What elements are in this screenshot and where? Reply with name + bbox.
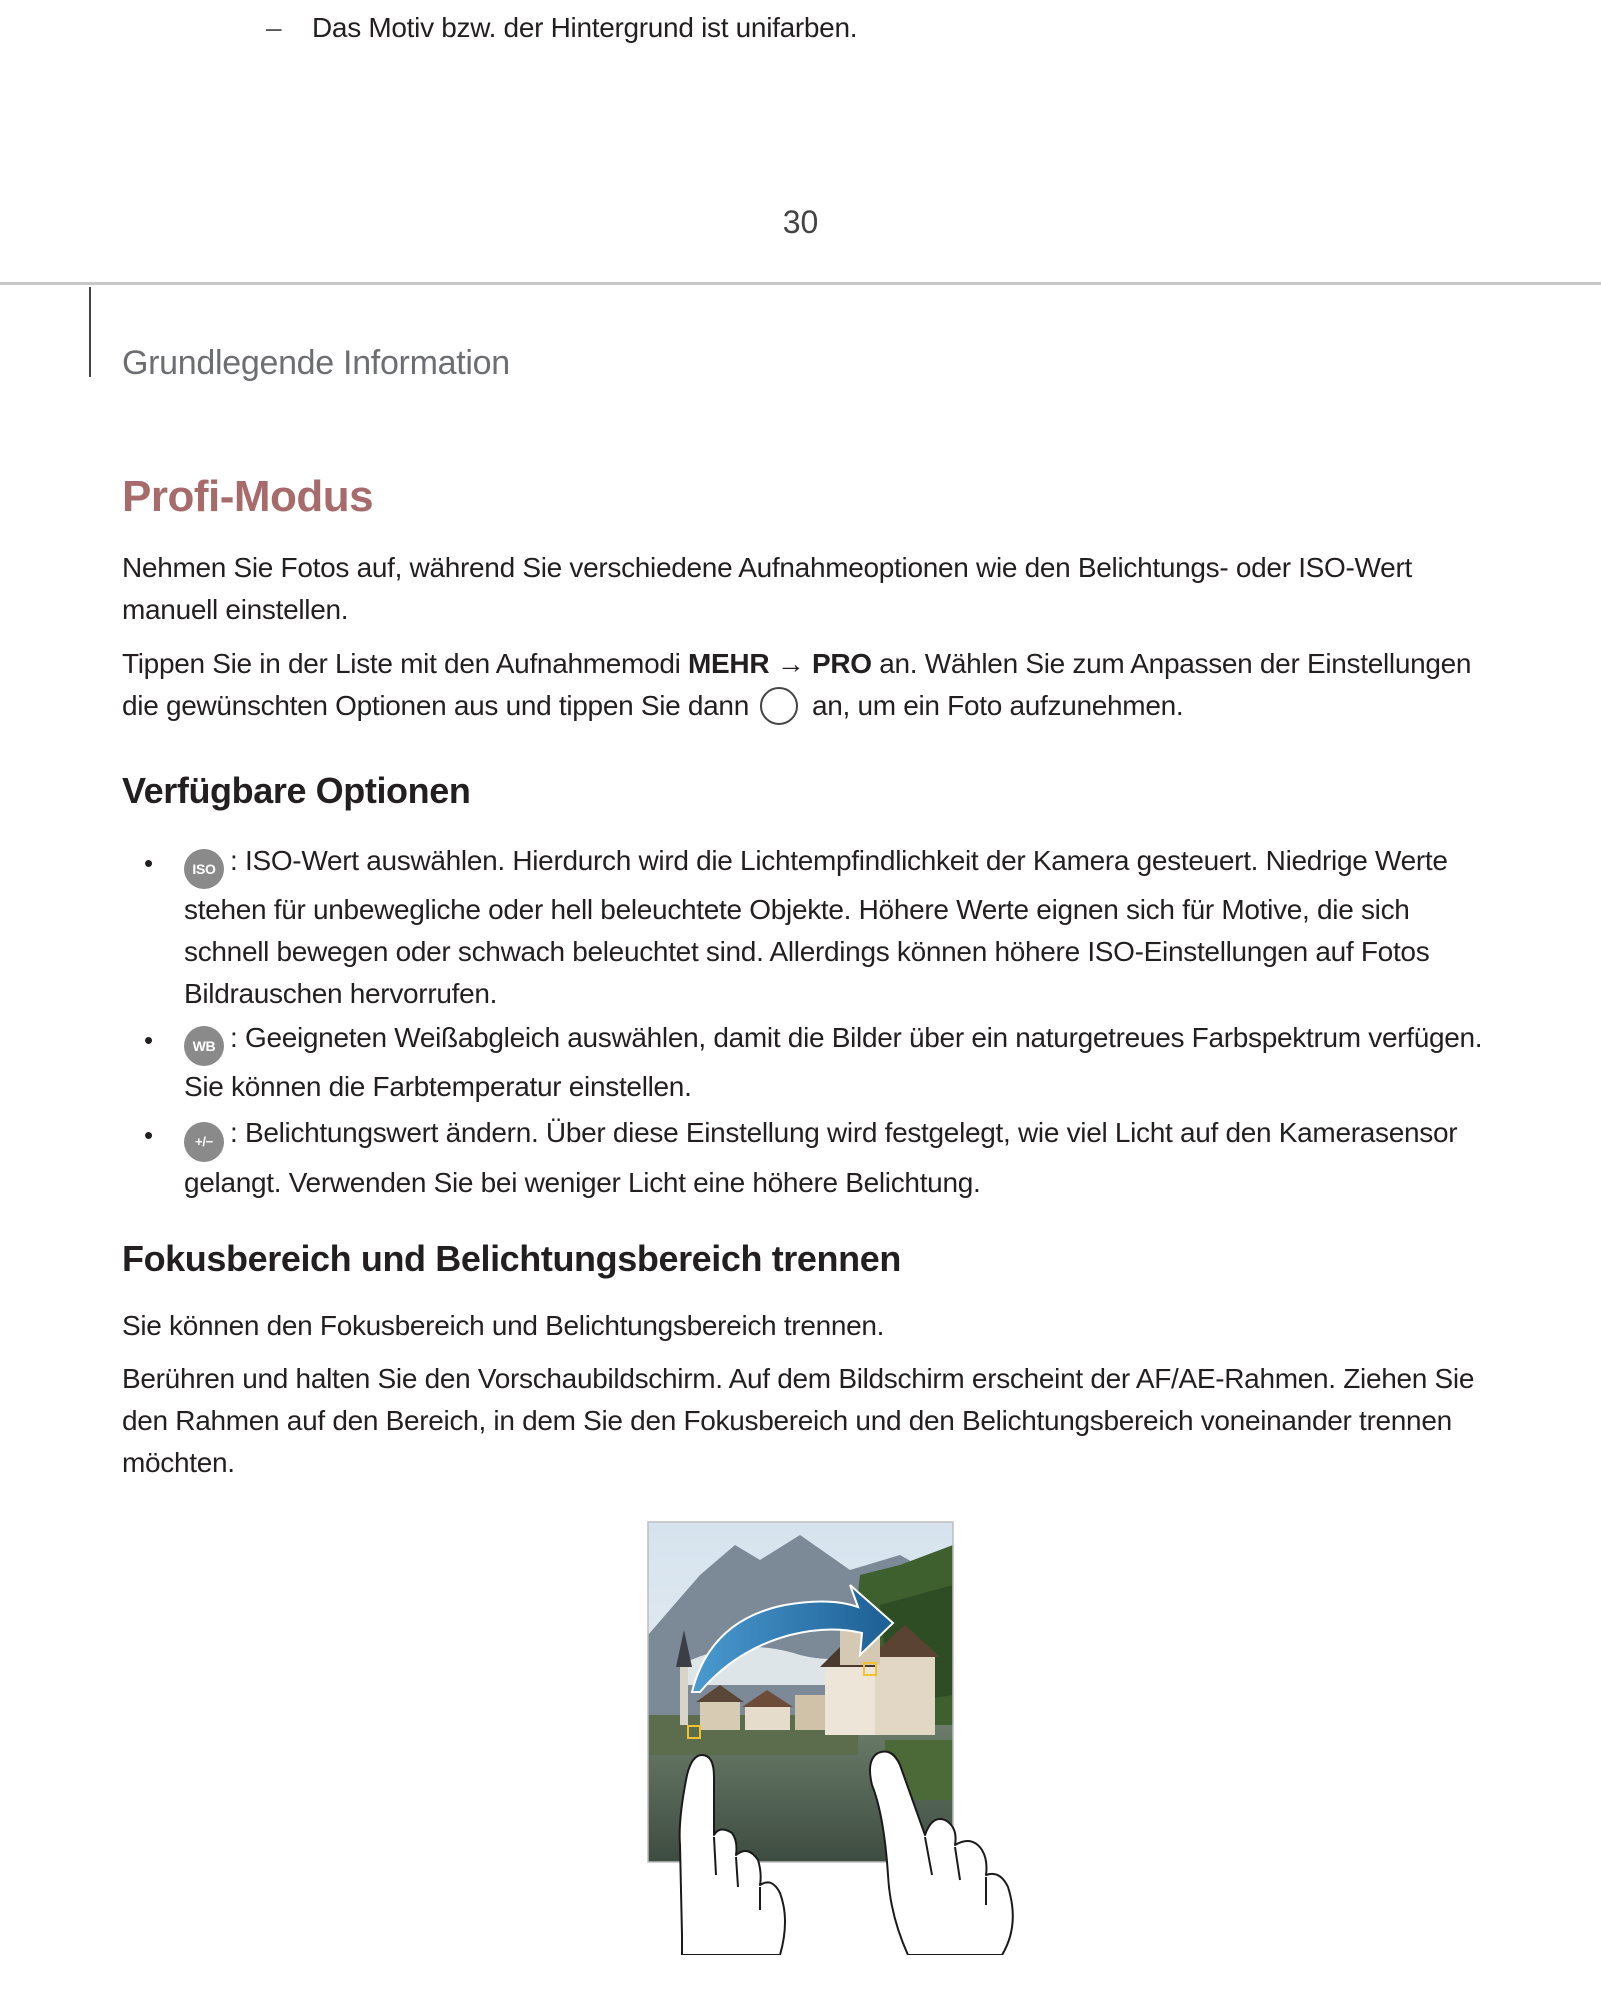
chapter-title: Grundlegende Information [122,344,510,382]
option-white-balance [184,1017,1484,1108]
iso-icon: ISO [184,849,224,889]
intro-paragraph: Nehmen Sie Fotos auf, während Sie verschiedene Aufnahmeoptionen wie den Belichtungs- oder ISO-Wert manuell einstellen. [122,552,1412,625]
option-text: : Geeigneten Weißabgleich auswählen, damit die Bilder über ein naturgetreues Farbspektrum verfügen. Sie können die Farbtemperatur einstellen. [184,1022,1483,1102]
option-text: : ISO-Wert auswählen. Hierdurch wird die Lichtempfindlichkeit der Kamera gesteuert. Niedrige Werte stehen für unbewegliche oder hell beleuchtete Objekte. Höhere Werte eignen sich für Motive, die sich schnell bewegen oder schwach beleuchtet sind. Allerdings können höhere ISO-Einstellungen auf Fotos Bildrauschen hervorrufen. [184,845,1448,1009]
previous-list-item: Das Motiv bzw. der Hintergrund ist unifarben. [312,12,858,43]
option-exposure [184,1112,1484,1204]
focus-paragraph-1: Sie können den Fokusbereich und Belichtungsbereich trennen. [122,1310,885,1341]
page-number: 30 [782,204,819,240]
shutter-icon [760,687,798,725]
instruction-text: an. Wählen Sie zum Anpassen der Einstellungen die gewünschten Optionen aus und tippen Sie dann [122,648,1472,721]
section-title: Profi-Modus [122,472,374,521]
mode-pro: PRO [811,648,872,679]
exposure-icon: +/− [184,1122,224,1162]
focus-paragraph-2: Berühren und halten Sie den Vorschaubildschirm. Auf dem Bildschirm erscheint der AF/AE-Rahmen. Ziehen Sie den Rahmen auf den Bereich, in dem Sie den Fokusbereich und den Belichtungsbereich voneinander trennen möchten. [122,1363,1475,1478]
options-heading: Verfügbare Optionen [122,770,471,811]
option-text: : Belichtungswert ändern. Über diese Einstellung wird festgelegt, wie viel Licht auf den Kamerasensor gelangt. Verwenden Sie bei weniger Licht eine höhere Belichtung. [184,1117,1458,1198]
bullet: • [144,1025,154,1055]
instruction-text: an, um ein Foto aufzunehmen. [804,690,1184,721]
arrow-text: → [769,648,812,679]
chapter-marker [89,287,91,377]
instruction-paragraph [122,643,1482,727]
list-dash: – [266,12,282,43]
focus-heading: Fokusbereich und Belichtungsbereich trennen [122,1238,901,1279]
focus-exposure-illustration [640,1515,1070,1955]
white-balance-icon: WB [184,1026,224,1066]
page-divider [0,282,1601,285]
bullet: • [144,1120,154,1150]
instruction-text: Tippen Sie in der Liste mit den Aufnahmemodi [122,648,689,679]
bullet: • [144,848,154,878]
option-iso [184,840,1484,1015]
mode-more: MEHR [688,648,770,679]
